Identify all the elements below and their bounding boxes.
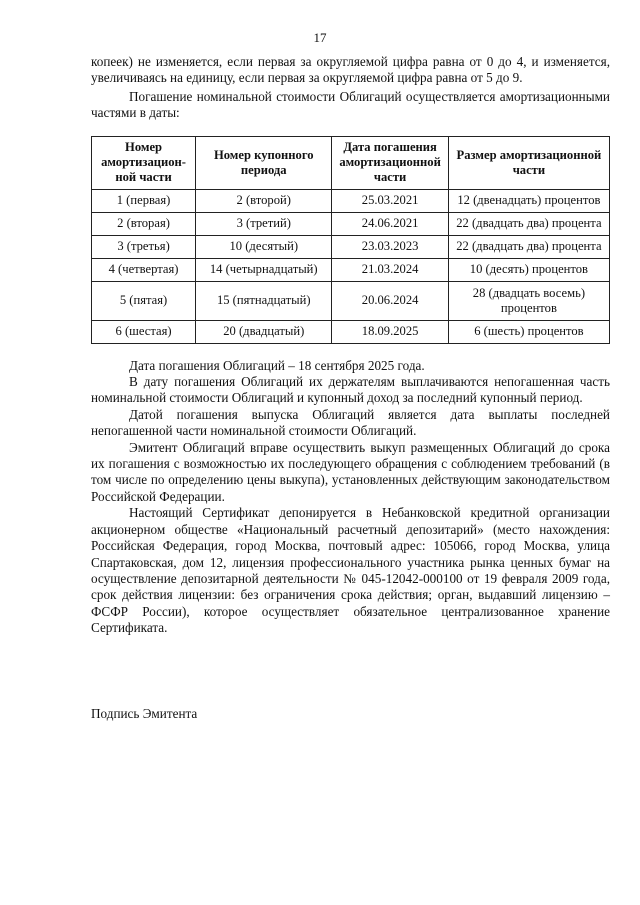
cell-part-size: 22 (двадцать два) процента <box>448 212 609 235</box>
cell-redemption-date: 24.06.2021 <box>332 212 448 235</box>
cell-part-number: 3 (третья) <box>92 235 196 258</box>
table-row <box>92 235 610 258</box>
paragraph-depository: Настоящий Сертификат депонируется в Небанковской кредитной организации акционерном обществе «Национальный расчетный депозитарий» (место нахождения: Российская Федерация, город Москва, почтовый адрес: 105066, город Москва, улица Спартаковская, дом 12, лицензия профессионального участника рынка ценных бумаг на осуществление депозитарной деятельности № 045-12042-000100 от 19 февраля 2009 года, срок действия лицензии: без ограничения срока действия; орган, выдавший лицензию – ФСФР России), которое осуществляет обязательное централизованное хранение Сертификата. <box>91 505 610 636</box>
cell-redemption-date: 25.03.2021 <box>332 189 448 212</box>
table-row <box>92 281 610 320</box>
header-coupon-period: Номер купонного периода <box>196 136 332 189</box>
paragraph-redemption-payout: В дату погашения Облигаций их держателям выплачиваются непогашенная часть номинальной стоимости Облигаций и купонный доход за последний купонный период. <box>91 374 610 406</box>
table-row <box>92 258 610 281</box>
issuer-signature-label: Подпись Эмитента <box>91 706 198 721</box>
cell-part-number: 5 (пятая) <box>92 281 196 320</box>
cell-part-number: 6 (шестая) <box>92 320 196 343</box>
cell-part-size: 12 (двенадцать) процентов <box>448 189 609 212</box>
cell-redemption-date: 18.09.2025 <box>332 320 448 343</box>
paragraph-rounding: копеек) не изменяется, если первая за округляемой цифра равна от 0 до 4, и изменяется, увеличиваясь на единицу, если первая за округляемой цифра равна от 5 до 9. <box>91 54 610 86</box>
amortization-table <box>91 136 610 344</box>
cell-coupon-period: 14 (четырнадцатый) <box>196 258 332 281</box>
paragraph-redemption-date: Дата погашения Облигаций – 18 сентября 2025 года. <box>129 357 425 373</box>
paragraph-amortization-intro: Погашение номинальной стоимости Облигаций осуществляется амортизационными частями в даты: <box>91 88 610 121</box>
cell-coupon-period: 15 (пятнадцатый) <box>196 281 332 320</box>
table-row <box>92 320 610 343</box>
table-row <box>92 189 610 212</box>
cell-coupon-period: 20 (двадцатый) <box>196 320 332 343</box>
header-redemption-date: Дата погашения амортизационной части <box>332 136 448 189</box>
cell-coupon-period: 2 (второй) <box>196 189 332 212</box>
cell-redemption-date: 20.06.2024 <box>332 281 448 320</box>
cell-part-size: 10 (десять) процентов <box>448 258 609 281</box>
cell-part-number: 4 (четвертая) <box>92 258 196 281</box>
header-part-number: Номер амортизацион-ной части <box>92 136 196 189</box>
page-number: 17 <box>313 30 327 45</box>
table-header-row <box>92 136 610 189</box>
cell-part-number: 2 (вторая) <box>92 212 196 235</box>
paragraph-issue-redemption: Датой погашения выпуска Облигаций является дата выплаты последней непогашенной части номинальной стоимости Облигаций. <box>91 406 610 439</box>
cell-redemption-date: 21.03.2024 <box>332 258 448 281</box>
cell-coupon-period: 10 (десятый) <box>196 235 332 258</box>
table-row <box>92 212 610 235</box>
cell-part-size: 28 (двадцать восемь) процентов <box>448 281 609 320</box>
header-part-size: Размер амортизационной части <box>448 136 609 189</box>
cell-redemption-date: 23.03.2023 <box>332 235 448 258</box>
cell-part-number: 1 (первая) <box>92 189 196 212</box>
document-body <box>91 54 610 637</box>
cell-part-size: 6 (шесть) процентов <box>448 320 609 343</box>
cell-part-size: 22 (двадцать два) процента <box>448 235 609 258</box>
paragraph-buyback: Эмитент Облигаций вправе осуществить выкуп размещенных Облигаций до срока их погашения с возможностью их последующего обращения с соблюдением требований (в том числе по определению цены выкупа), установленных действующим законодательством Российской Федерации. <box>91 439 610 504</box>
cell-coupon-period: 3 (третий) <box>196 212 332 235</box>
